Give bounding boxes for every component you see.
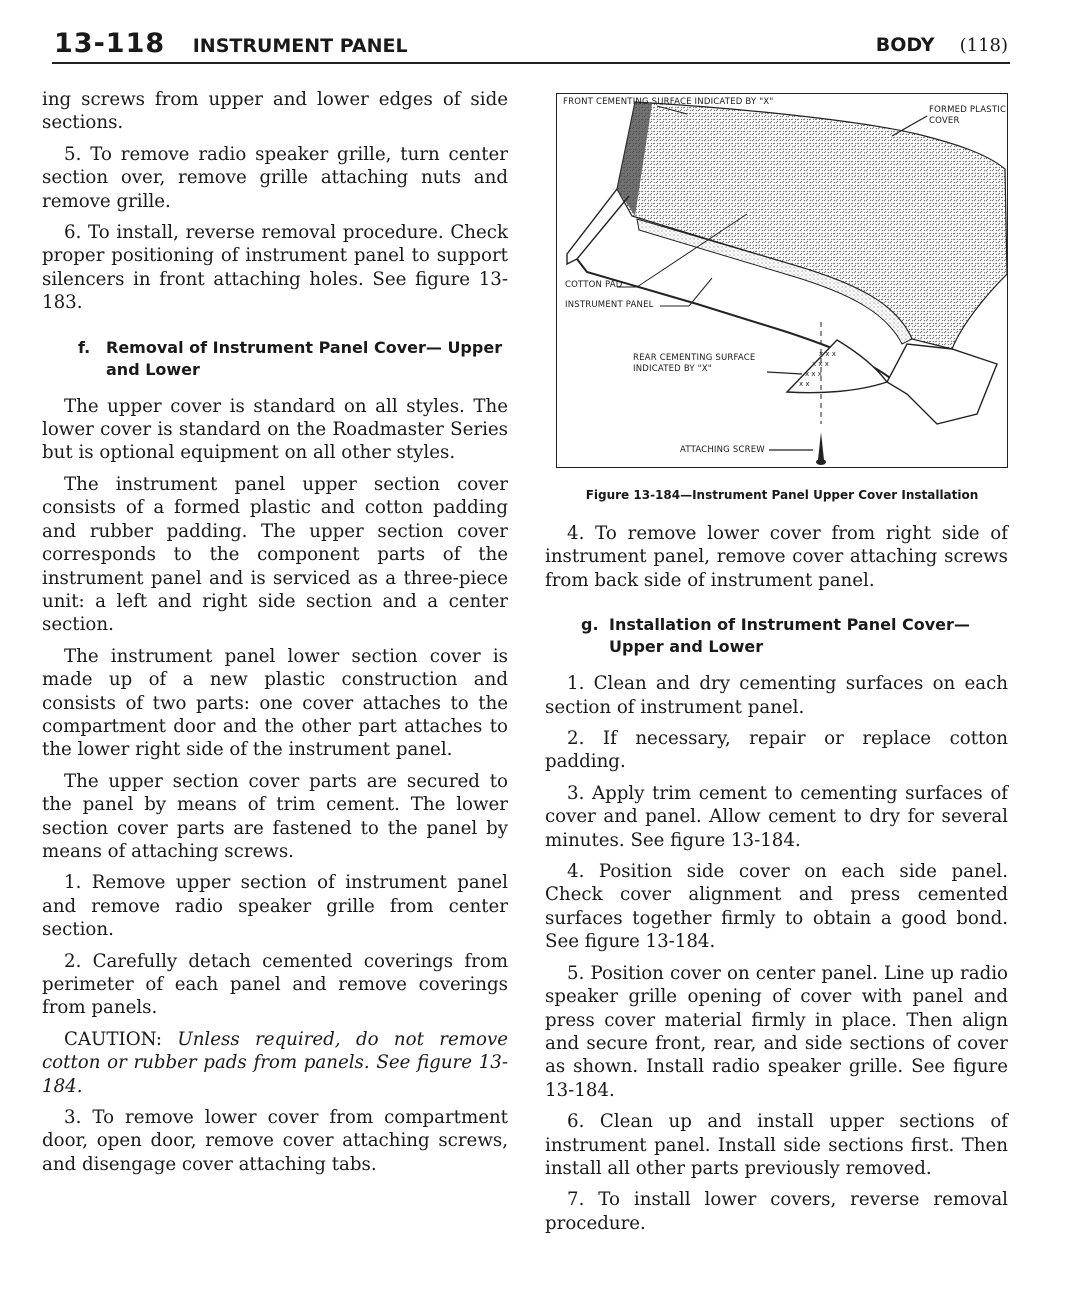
svg-text:x x: x x (799, 380, 810, 388)
subheading-text: Removal of Instrument Panel Cover— Upper and Lower (106, 337, 503, 379)
caution-note (42, 1028, 508, 1098)
removal-step-3: 3. To remove lower cover from compartment door, open door, remove cover attaching screws, and disengage cover attaching tabs. (42, 1107, 508, 1175)
plastic-cover-shape (617, 102, 1007, 349)
page-reference: (118) (959, 35, 1008, 56)
label-front-cementing: FRONT CEMENTING SURFACE INDICATED BY "X" (563, 97, 774, 107)
removal-step-1: 1. Remove upper section of instrument panel and remove radio speaker grille from center section. (42, 872, 508, 941)
step-6-install: 6. To install, reverse removal procedure. Check proper positioning of instrument panel to support silencers in front attaching holes. See figure 13-183. (42, 222, 508, 314)
chapter-title: INSTRUMENT PANEL (192, 35, 408, 57)
paragraph-lower-cover: The instrument panel lower section cover is made up of a new plastic construction and consists of two parts: one cover attaches to the compartment door and the other part attaches to the lower right side of the instrument panel. (42, 645, 508, 761)
step-5-removal: 5. To remove radio speaker grille, turn center section over, remove grille attaching nuts and remove grille. (42, 143, 508, 212)
subheading-letter: g. (581, 615, 599, 635)
left-column (42, 88, 508, 1184)
label-instrument-panel: INSTRUMENT PANEL (565, 300, 654, 310)
caution-text: Unless required, do not remove cotton or rubber pads from panels. See figure 13-184. (42, 1028, 508, 1097)
paragraph-continued: ing screws from upper and lower edges of side sections. (42, 89, 508, 134)
paragraph-upper-cover: The instrument panel upper section cover consists of a formed plastic and cotton padding and rubber padding. The upper section cover corresponds to the component parts of the instrument panel and is serviced as a three-piece unit: a left and right side section and a center section. (42, 473, 508, 636)
paragraph-standard-covers: The upper cover is standard on all styles. The lower cover is standard on the Roadmaster Series but is optional equipment on all other styles. (42, 395, 508, 464)
header-rule (52, 62, 1010, 64)
label-attaching-screw: ATTACHING SCREW (680, 445, 765, 455)
label-cotton-pad: COTTON PAD (565, 280, 623, 290)
label-formed-plastic-cover: FORMED PLASTIC COVER (929, 105, 1007, 126)
paragraph-fastening: The upper section cover parts are secured to the panel by means of trim cement. The lower section cover parts are fastened to the panel by means of attaching screws. (42, 770, 508, 862)
install-step-7: 7. To install lower covers, reverse removal procedure. (545, 1189, 1008, 1234)
subheading-letter: f. (78, 337, 91, 357)
svg-text:x x x: x x x (812, 360, 829, 368)
figure-13-184 (556, 93, 1008, 468)
removal-step-2: 2. Carefully detach cemented coverings from perimeter of each panel and remove coverings from panels. (42, 950, 508, 1019)
removal-step-4: 4. To remove lower cover from right side of instrument panel, remove cover attaching screws from back side of instrument panel. (545, 523, 1008, 591)
page-header (52, 26, 1010, 62)
install-step-1: 1. Clean and dry cementing surfaces on each section of instrument panel. (545, 673, 1008, 718)
header-right (876, 34, 1008, 56)
install-step-6: 6. Clean up and install upper sections of instrument panel. Install side sections first. Then install all other parts previously removed. (545, 1111, 1008, 1179)
right-column (545, 522, 1008, 1243)
section-name: BODY (875, 34, 935, 56)
subheading-f (42, 337, 508, 381)
caution-label: CAUTION: (64, 1028, 162, 1050)
screw-shape (818, 432, 824, 460)
svg-text:x x x: x x x (805, 370, 822, 378)
figure-caption: Figure 13-184—Instrument Panel Upper Cover Installation (585, 488, 979, 502)
subheading-text: Installation of Instrument Panel Cover— Upper and Lower (609, 615, 970, 657)
page-number: 13-118 (54, 28, 166, 59)
install-step-2: 2. If necessary, repair or replace cotton padding. (545, 728, 1008, 773)
svg-text:x x x: x x x (819, 350, 836, 358)
install-step-4: 4. Position side cover on each side panel. Check cover alignment and press cemented surfaces together firmly to obtain a good bond. See figure 13-184. (545, 861, 1008, 953)
label-rear-cementing: REAR CEMENTING SURFACE INDICATED BY "X" (633, 353, 756, 374)
install-step-3: 3. Apply trim cement to cementing surfaces of cover and panel. Allow cement to dry for several minutes. See figure 13-184. (545, 782, 1008, 851)
subheading-g (545, 614, 1008, 658)
header-left (54, 28, 408, 59)
instrument-panel-illustration (557, 94, 1008, 468)
install-step-5: 5. Position cover on center panel. Line up radio speaker grille opening of cover with panel and press cover material firmly in place. Then align and secure front, rear, and side sections of cover as shown. Install radio speaker grille. See figure 13-184. (545, 962, 1008, 1101)
